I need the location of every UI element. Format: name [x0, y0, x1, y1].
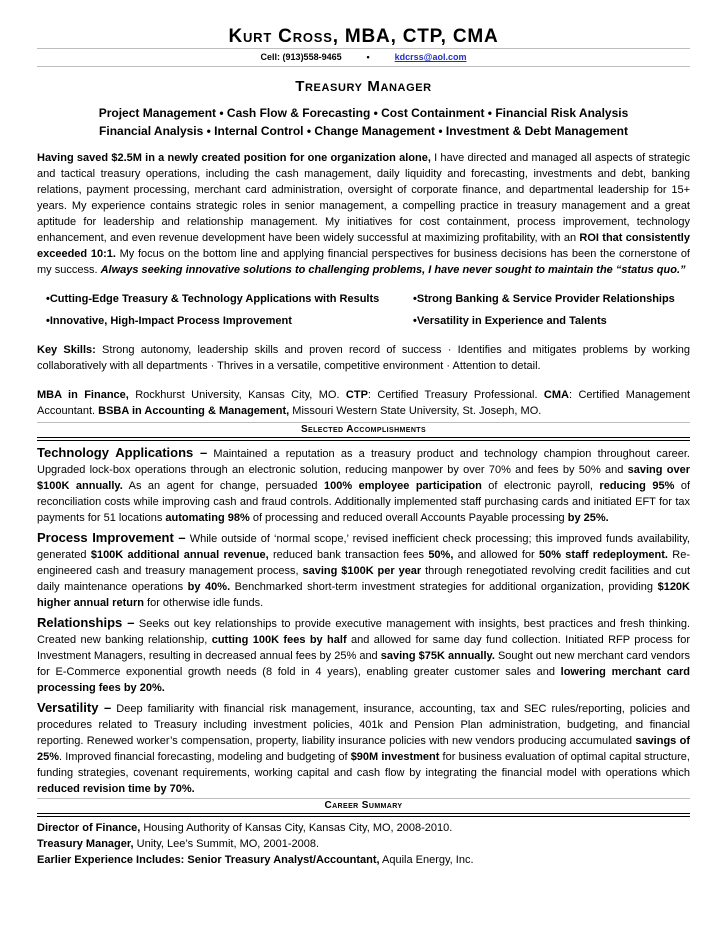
text: Sought out new merchant card vendors for E-Commerce exponential growth needs (8 fold in 4 years), enabling greater customer sales and — [37, 650, 690, 678]
accomplishment-versatility — [37, 700, 690, 797]
highlight: saving over $100K annually. — [37, 464, 690, 492]
highlight: $90M investment — [350, 751, 440, 763]
text: Benchmarked short-term investment strategies for additional organization, providing — [230, 581, 658, 593]
text: for business evaluation of optimal capital structure, funding strategies, covenant requirements, working capital and cash flow by integrating the financial model with operations which — [37, 751, 690, 779]
phone: Cell: (913)558-9465 — [260, 52, 342, 62]
text: of processing and reduced overall Accounts Payable processing — [249, 512, 568, 524]
highlight: $100K additional annual revenue, — [90, 549, 269, 561]
role-detail: Unity, Lee’s Summit, MO, 2001-2008. — [133, 838, 320, 850]
key-skills-text: Strong autonomy, leadership skills and proven record of success · Identifies and mitigates problems by working collaboratively with all departments · Thrives in a versatile, competitive environment · Attention to detail. — [37, 344, 691, 372]
strength-item: •Strong Banking & Service Provider Relationships — [413, 293, 675, 305]
career-summary — [37, 820, 690, 868]
highlight: savings of 25% — [37, 735, 690, 763]
degree: BSBA in Accounting & Management, — [98, 405, 290, 417]
section-double-rule — [37, 437, 690, 441]
education — [37, 387, 690, 419]
expertise-line: Project Management • Cash Flow & Forecasting • Cost Containment • Financial Risk Analysis — [98, 106, 629, 120]
text: Re-engineered cash and treasury management process, — [37, 549, 690, 577]
text: and allowed for — [453, 549, 539, 561]
key-skills-label: Key Skills: — [37, 344, 96, 356]
accomplishment-title: Versatility – — [37, 700, 112, 715]
highlight: 50%, — [428, 549, 454, 561]
role-detail: Aquila Energy, Inc. — [379, 854, 474, 866]
contact-rule — [37, 66, 690, 67]
candidate-name: Kurt Cross, MBA, CTP, CMA — [228, 26, 499, 47]
school: Rockhurst University, Kansas City, MO. — [128, 389, 346, 401]
summary-text: My focus on the bottom line and applying financial perspectives for business decisions has been the cornerstone of my success. — [37, 248, 690, 276]
highlight: reduced revision time by 70%. — [37, 783, 195, 795]
section-double-rule — [37, 813, 690, 817]
expertise-line: Financial Analysis • Internal Control • Change Management • Investment & Debt Management — [99, 124, 628, 138]
career-row — [37, 852, 690, 868]
accomplishment-title: Relationships – — [37, 615, 135, 630]
text: and allowed for same day fund collection. Initiated RFP process for Investment Managers, resulting in decreased annual fees by 25% and — [37, 634, 691, 662]
cert-desc: : Certified Treasury Professional. — [367, 389, 544, 401]
strength-item: •Innovative, High-Impact Process Improvement — [46, 315, 292, 327]
highlight: saving $75K annually. — [380, 650, 495, 662]
summary-lead: Having saved $2.5M in a newly created position for one organization alone, — [37, 152, 431, 164]
cert: CMA — [543, 389, 569, 401]
cert: CTP — [345, 389, 368, 401]
roi-highlight: ROI that consistently exceeded 10:1. — [37, 232, 690, 260]
text: reduced bank transaction fees — [268, 549, 429, 561]
accomplishment-process — [37, 530, 690, 611]
highlight: lowering merchant card processing fees by 20%. — [37, 666, 690, 694]
role-title: Earlier Experience Includes: Senior Treasury Analyst/Accountant, — [37, 854, 380, 866]
resume-page — [37, 26, 690, 868]
accomplishments-heading: Selected Accomplishments — [300, 424, 427, 435]
highlight: by 40%. — [187, 581, 231, 593]
text: . Improved financial forecasting, modeling and budgeting of — [59, 751, 351, 763]
target-title: Treasury Manager — [295, 78, 432, 95]
text: As an agent for change, persuaded — [122, 480, 324, 492]
text: through renegotiated revolving credit facilities and cut daily maintenance operations — [37, 565, 691, 593]
strength-item: •Cutting-Edge Treasury & Technology Applications with Results — [46, 293, 380, 305]
expertise-areas — [37, 104, 690, 140]
highlight: automating 98% — [165, 512, 250, 524]
separator: • — [366, 52, 370, 62]
role-detail: Housing Authority of Kansas City, Kansas City, MO, 2008-2010. — [140, 822, 453, 834]
highlight: $120K higher annual return — [37, 581, 690, 609]
text: of reconciliation costs while improving cash and fraud controls. Additionally implemented staff purchasing cards and initiated EFT for tax payments for 51 locations — [37, 480, 691, 524]
career-row — [37, 836, 690, 852]
text: Seeks out key relationships to provide executive management with insights, best practices and fresh thinking. Created new banking relationship, — [37, 618, 690, 646]
text: Deep familiarity with financial risk management, insurance, accounting, tax and SEC rules/reporting, policies and procedures related to Treasury including investment policies, 401k and Pension Plan administration, budgeting, and financial reporting. Renewed worker’s compensation, property, liability insurance policies with new vendors producing accumulated — [37, 703, 690, 747]
highlight: saving $100K per year — [302, 565, 422, 577]
contact-line — [37, 50, 690, 64]
role-title: Treasury Manager, — [37, 838, 134, 850]
summary-closing: Always seeking innovative solutions to challenging problems, I have never sought to maintain the “status quo.” — [100, 264, 686, 276]
text: While outside of ‘normal scope,’ revised inefficient check processing; this improved funds availability, generated — [37, 533, 690, 561]
text: of electronic payroll, — [481, 480, 600, 492]
accomplishment-title: Process Improvement – — [37, 530, 186, 545]
summary-paragraph — [37, 150, 690, 278]
summary-text: I have directed and managed all aspects of strategic and tactical treasury operations, including the cash management, daily liquidity and forecasting, investments and debt, banking relations, payment processing, merchant card administration, oversight of corporate finance, and departmental leadership for 15+ years. My experience contains strategic roles in senior management, a compelling practice in treasury management and a great aptitude for leadership and relationship management. My initiatives for cost containment, process improvement, technology enhancement, and even revenue development have been widely successful at maximizing profitability, with an — [37, 152, 690, 244]
key-skills — [37, 342, 690, 374]
highlight: reducing 95% — [599, 480, 675, 492]
strength-item: •Versatility in Experience and Talents — [413, 315, 607, 327]
school: Missouri Western State University, St. Joseph, MO. — [289, 405, 542, 417]
accomplishment-technology — [37, 445, 690, 526]
highlight: by 25%. — [567, 512, 609, 524]
cert-desc: : Certified Management Accountant. — [37, 389, 691, 417]
highlight: 100% employee participation — [324, 480, 482, 492]
degree: MBA in Finance, — [37, 389, 129, 401]
text: for otherwise idle funds. — [143, 597, 264, 609]
career-heading: Career Summary — [324, 800, 403, 811]
strengths-grid — [46, 292, 690, 328]
career-row — [37, 820, 690, 836]
header-rule — [37, 48, 690, 49]
accomplishment-relationships — [37, 615, 690, 696]
text: Maintained a reputation as a treasury product and technology champion throughout career. Upgraded lock-box operations through an electronic solution, reducing manpower by over 70% and fees by 50% and — [37, 448, 690, 476]
accomplishment-title: Technology Applications – — [37, 445, 208, 460]
highlight: cutting 100K fees by half — [211, 634, 347, 646]
highlight: 50% staff redeployment. — [539, 549, 668, 561]
email-link[interactable]: kdcrss@aol.com — [394, 52, 467, 62]
role-title: Director of Finance, — [37, 822, 141, 834]
